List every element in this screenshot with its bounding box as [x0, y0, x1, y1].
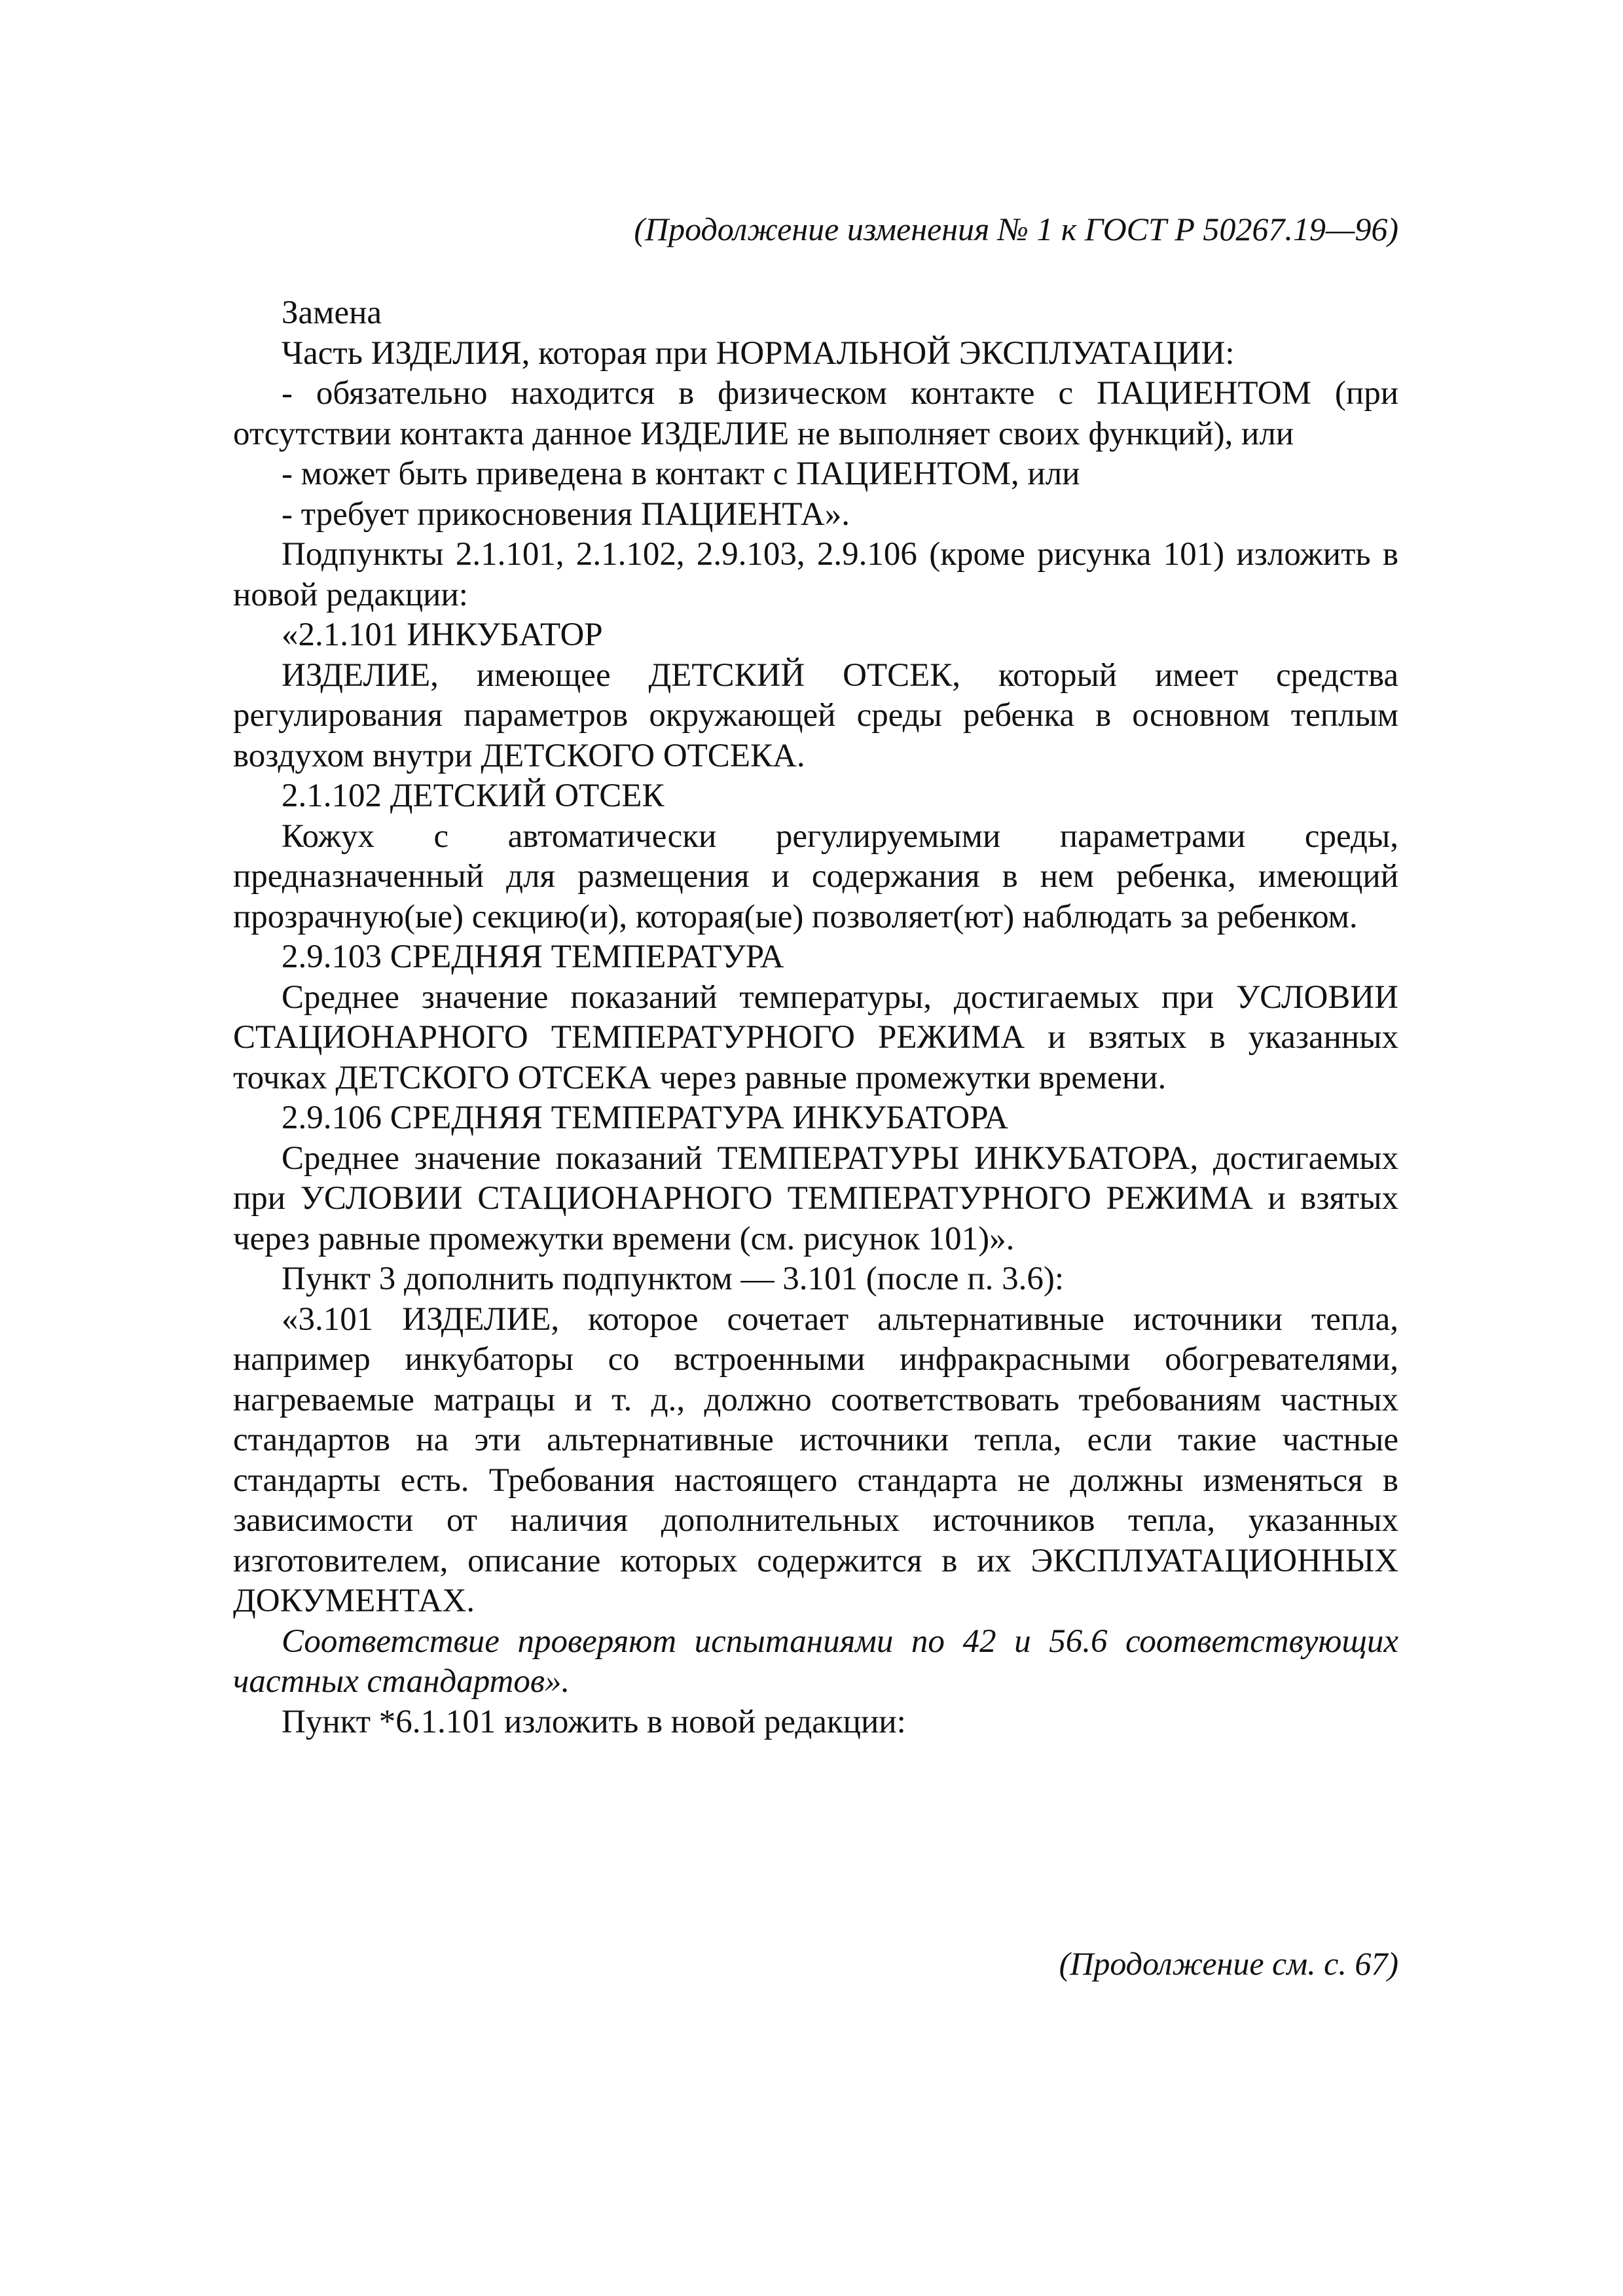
clause-text-2-1-102: Кожух с автоматически регулируемыми параметрами среды, предназначенный для размещения и содержания в нем ребенка, имеющий прозрачную(ые) секцию(и), которая(ые) позволяет(ют) наблюдать за ребенком.: [233, 817, 1398, 935]
clause-heading-2-9-106: 2.9.106 СРЕДНЯЯ ТЕМПЕРАТУРА ИНКУБАТОРА: [282, 1100, 1008, 1136]
paragraph-applied-part-intro: Часть ИЗДЕЛИЯ, которая при НОРМАЛЬНОЙ ЭКСПЛУАТАЦИИ:: [282, 334, 1235, 372]
paragraph-clause-6-1-101-instruction: Пункт *6.1.101 изложить в новой редакции:: [282, 1703, 906, 1740]
compliance-note: Соответствие проверяют испытаниями по 42 и 56.6 соответствующих частных стандартов».: [233, 1623, 1398, 1700]
clause-heading-2-9-103: 2.9.103 СРЕДНЯЯ ТЕМПЕРАТУРА: [282, 939, 784, 975]
paragraph-clause-3-instruction: Пункт 3 дополнить подпунктом — 3.101 (после п. 3.6):: [282, 1261, 1065, 1297]
clause-text-2-1-101: ИЗДЕЛИЕ, имеющее ДЕТСКИЙ ОТСЕК, который имеет средства регулирования параметров окружающей среды ребенка в основном теплым воздухом внутри ДЕТСКОГО ОТСЕКА.: [233, 656, 1398, 774]
document-body: [233, 293, 1398, 1742]
paragraph-applied-part-item-3: - требует прикосновения ПАЦИЕНТА».: [282, 495, 850, 533]
continuation-header: (Продолжение изменения № 1 к ГОСТ Р 50267.19—96): [634, 211, 1398, 247]
continuation-footer: (Продолжение см. с. 67): [1059, 1945, 1398, 1982]
paragraph-replacement-label: Замена: [282, 295, 382, 331]
paragraph-applied-part-item-1: - обязательно находится в физическом контакте с ПАЦИЕНТОМ (при отсутствии контакта данное ИЗДЕЛИЕ не выполняет своих функций), или: [233, 375, 1398, 452]
paragraph-applied-part-item-2: - может быть приведена в контакт с ПАЦИЕНТОМ, или: [282, 456, 1080, 492]
clause-heading-2-1-102: 2.1.102 ДЕТСКИЙ ОТСЕК: [282, 778, 665, 814]
clause-text-2-9-106: Среднее значение показаний ТЕМПЕРАТУРЫ ИНКУБАТОРА, достигаемых при УСЛОВИИ СТАЦИОНАРНОГО ТЕМПЕРАТУРНОГО РЕЖИМА и взятых через равные промежутки времени (см. рисунок 101)».: [233, 1139, 1398, 1257]
paragraph-subclauses-instruction: Подпункты 2.1.101, 2.1.102, 2.9.103, 2.9.106 (кроме рисунка 101) изложить в новой редакции:: [233, 536, 1398, 613]
clause-text-2-9-103: Среднее значение показаний температуры, достигаемых при УСЛОВИИ СТАЦИОНАРНОГО ТЕМПЕРАТУРНОГО РЕЖИМА и взятых в указанных точках ДЕТСКОГО ОТСЕКА через равные промежутки времени.: [233, 978, 1398, 1096]
clause-heading-2-1-101: «2.1.101 ИНКУБАТОР: [282, 617, 603, 653]
clause-text-3-101: «3.101 ИЗДЕЛИЕ, которое сочетает альтернативные источники тепла, например инкубаторы со встроенными инфракрасными обогревателями, нагреваемые матрацы и т. д., должно соответствовать требованиям частных стандартов на эти альтернативные источники тепла, если такие частные стандарты есть. Требования настоящего стандарта не должны изменяться в зависимости от наличия дополнительных источников тепла, указанных изготовителем, описание которых содержится в их ЭКСПЛУАТАЦИОННЫХ ДОКУМЕНТАХ.: [233, 1300, 1398, 1619]
